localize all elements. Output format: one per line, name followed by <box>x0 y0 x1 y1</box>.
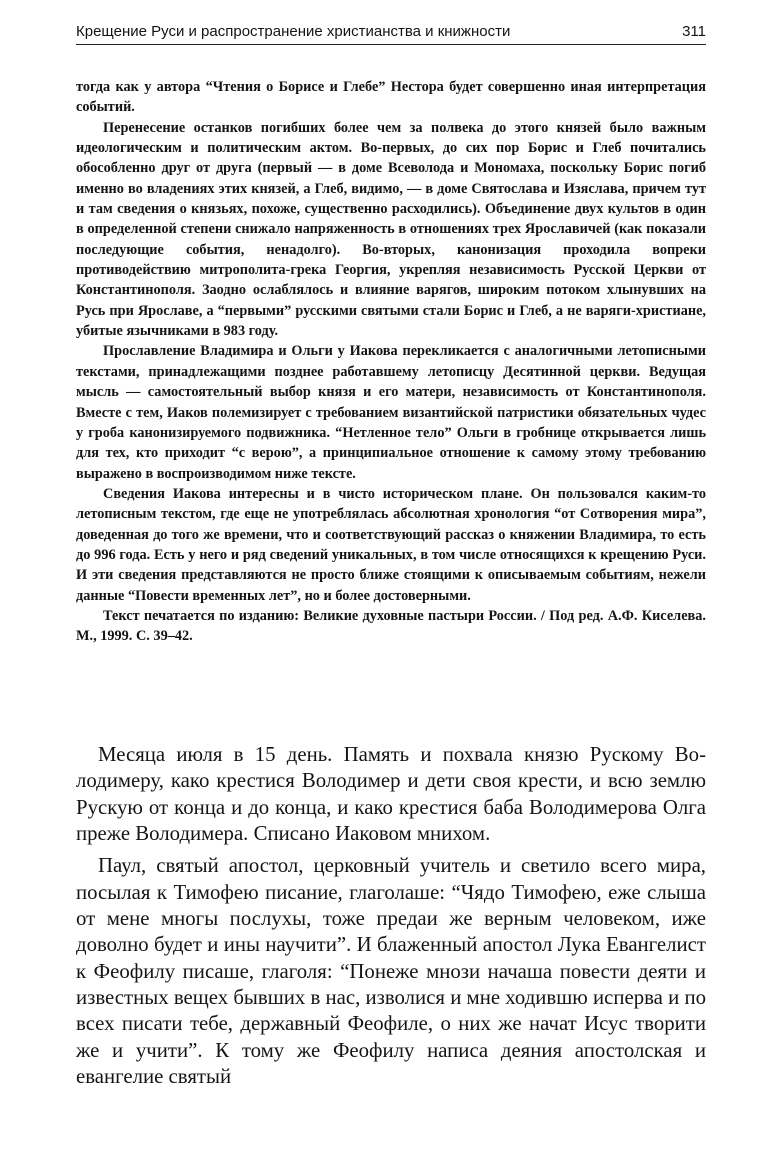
running-head-title: Крещение Руси и распространение христианства и книжности <box>76 23 511 40</box>
page-number: 311 <box>682 23 706 40</box>
primary-text <box>76 742 706 1090</box>
text-paragraph: Паул, святый апостол, церковный учитель и светило всего мира, посылая к Тимофею писание, глаголаше: “Чядо Тимофею, еже слыша от мене многы послухы, тоже предаи же верным человеком, иже доволно будет и ины научити”. И блаженный апостол Лука Евангелист к Феофилу писаше, глаголя: “Понеже мнози начаша повести деяти и известных вещех бывших в нас, изволися и мне ходившю исперва и по всех писати тебе, державный Феофиле, о них же начат Исус творити же и учити”. К тому же Феофилу написа деяния апостолская и евангелие святый <box>76 854 706 1089</box>
text-heading: Месяца июля в 15 день. Память и похвала князю Рускому Володимеру, како крестися Володимер и дети своя крести, и всю землю Рускую от конца и до конца, и како крестися баба Володимерова Олга преже Володимера. Списано Иаковом мнихом. <box>76 743 706 846</box>
intro-paragraph: Сведения Иакова интересны и в чисто историческом плане. Он пользовался каким-то летописным текстом, где еще не употреблялась абсолютная хронология “от Сотворения мира”, доведенная до того же времени, что и соответствующий рассказ о княжении Владимира, то есть до 996 года. Есть у него и ряд сведений уникальных, в том числе относящихся к крещению Руси. И эти сведения представляются не просто ближе стоящими к описываемым событиям, нежели данные “Повести временных лет”, но и более достоверными. <box>76 485 706 604</box>
intro-paragraph: Перенесение останков погибших более чем за полвека до этого князей было важным идеологическим и политическим актом. Во-первых, до сих пор Борис и Глеб почитались обособленно друг от друга (первый — в доме Всеволода и Мономаха, поскольку Борис погиб именно во владениях этих князей, а Глеб, видимо, — в доме Святослава и Изяслава, причем тут и там сведения о князьях, похоже, существенно расходились). Объединение двух культов в один в определенной степени снижало напряженность в отношениях трех Ярославичей (как показали последующие события, ненадолго). Во-вторых, канонизация проходила вопреки противодействию митрополита-грека Георгия, укрепляя независимость Русской Церкви от Константинополя. Заодно ослаблялось и влияние варягов, широким потоком хлынувших на Русь при Ярославе, а “первыми” русскими святыми стали Борис и Глеб, а не варяги-христиане, убитые язычниками в 983 году. <box>76 119 706 340</box>
source-note: Текст печатается по изданию: Великие духовные пастыри России. / Под ред. А.Ф. Киселева. М., 1999. С. 39–42. <box>76 607 706 645</box>
running-head <box>76 22 706 45</box>
intro-paragraph: Прославление Владимира и Ольги у Иакова перекликается с аналогичными летописными текстами, принадлежащими позднее работавшему летописцу Десятинной церкви. Ведущая мысль — самостоятельный выбор князя и его матери, независимость от Константинополя. Вместе с тем, Иаков полемизирует с требованием византийской патристики обязательных чудес у гроба канонизируемого подвижника. “Нетленное тело” Ольги в гробнице открывается лишь для тех, кто приходит “с верою”, а принципиальное отношение к самому этому требованию выражено в воспроизводимом ниже тексте. <box>76 343 706 482</box>
editorial-introduction <box>76 77 706 647</box>
intro-paragraph: тогда как у автора “Чтения о Борисе и Глебе” Нестора будет совершенно иная интерпретация событий. <box>76 79 706 116</box>
